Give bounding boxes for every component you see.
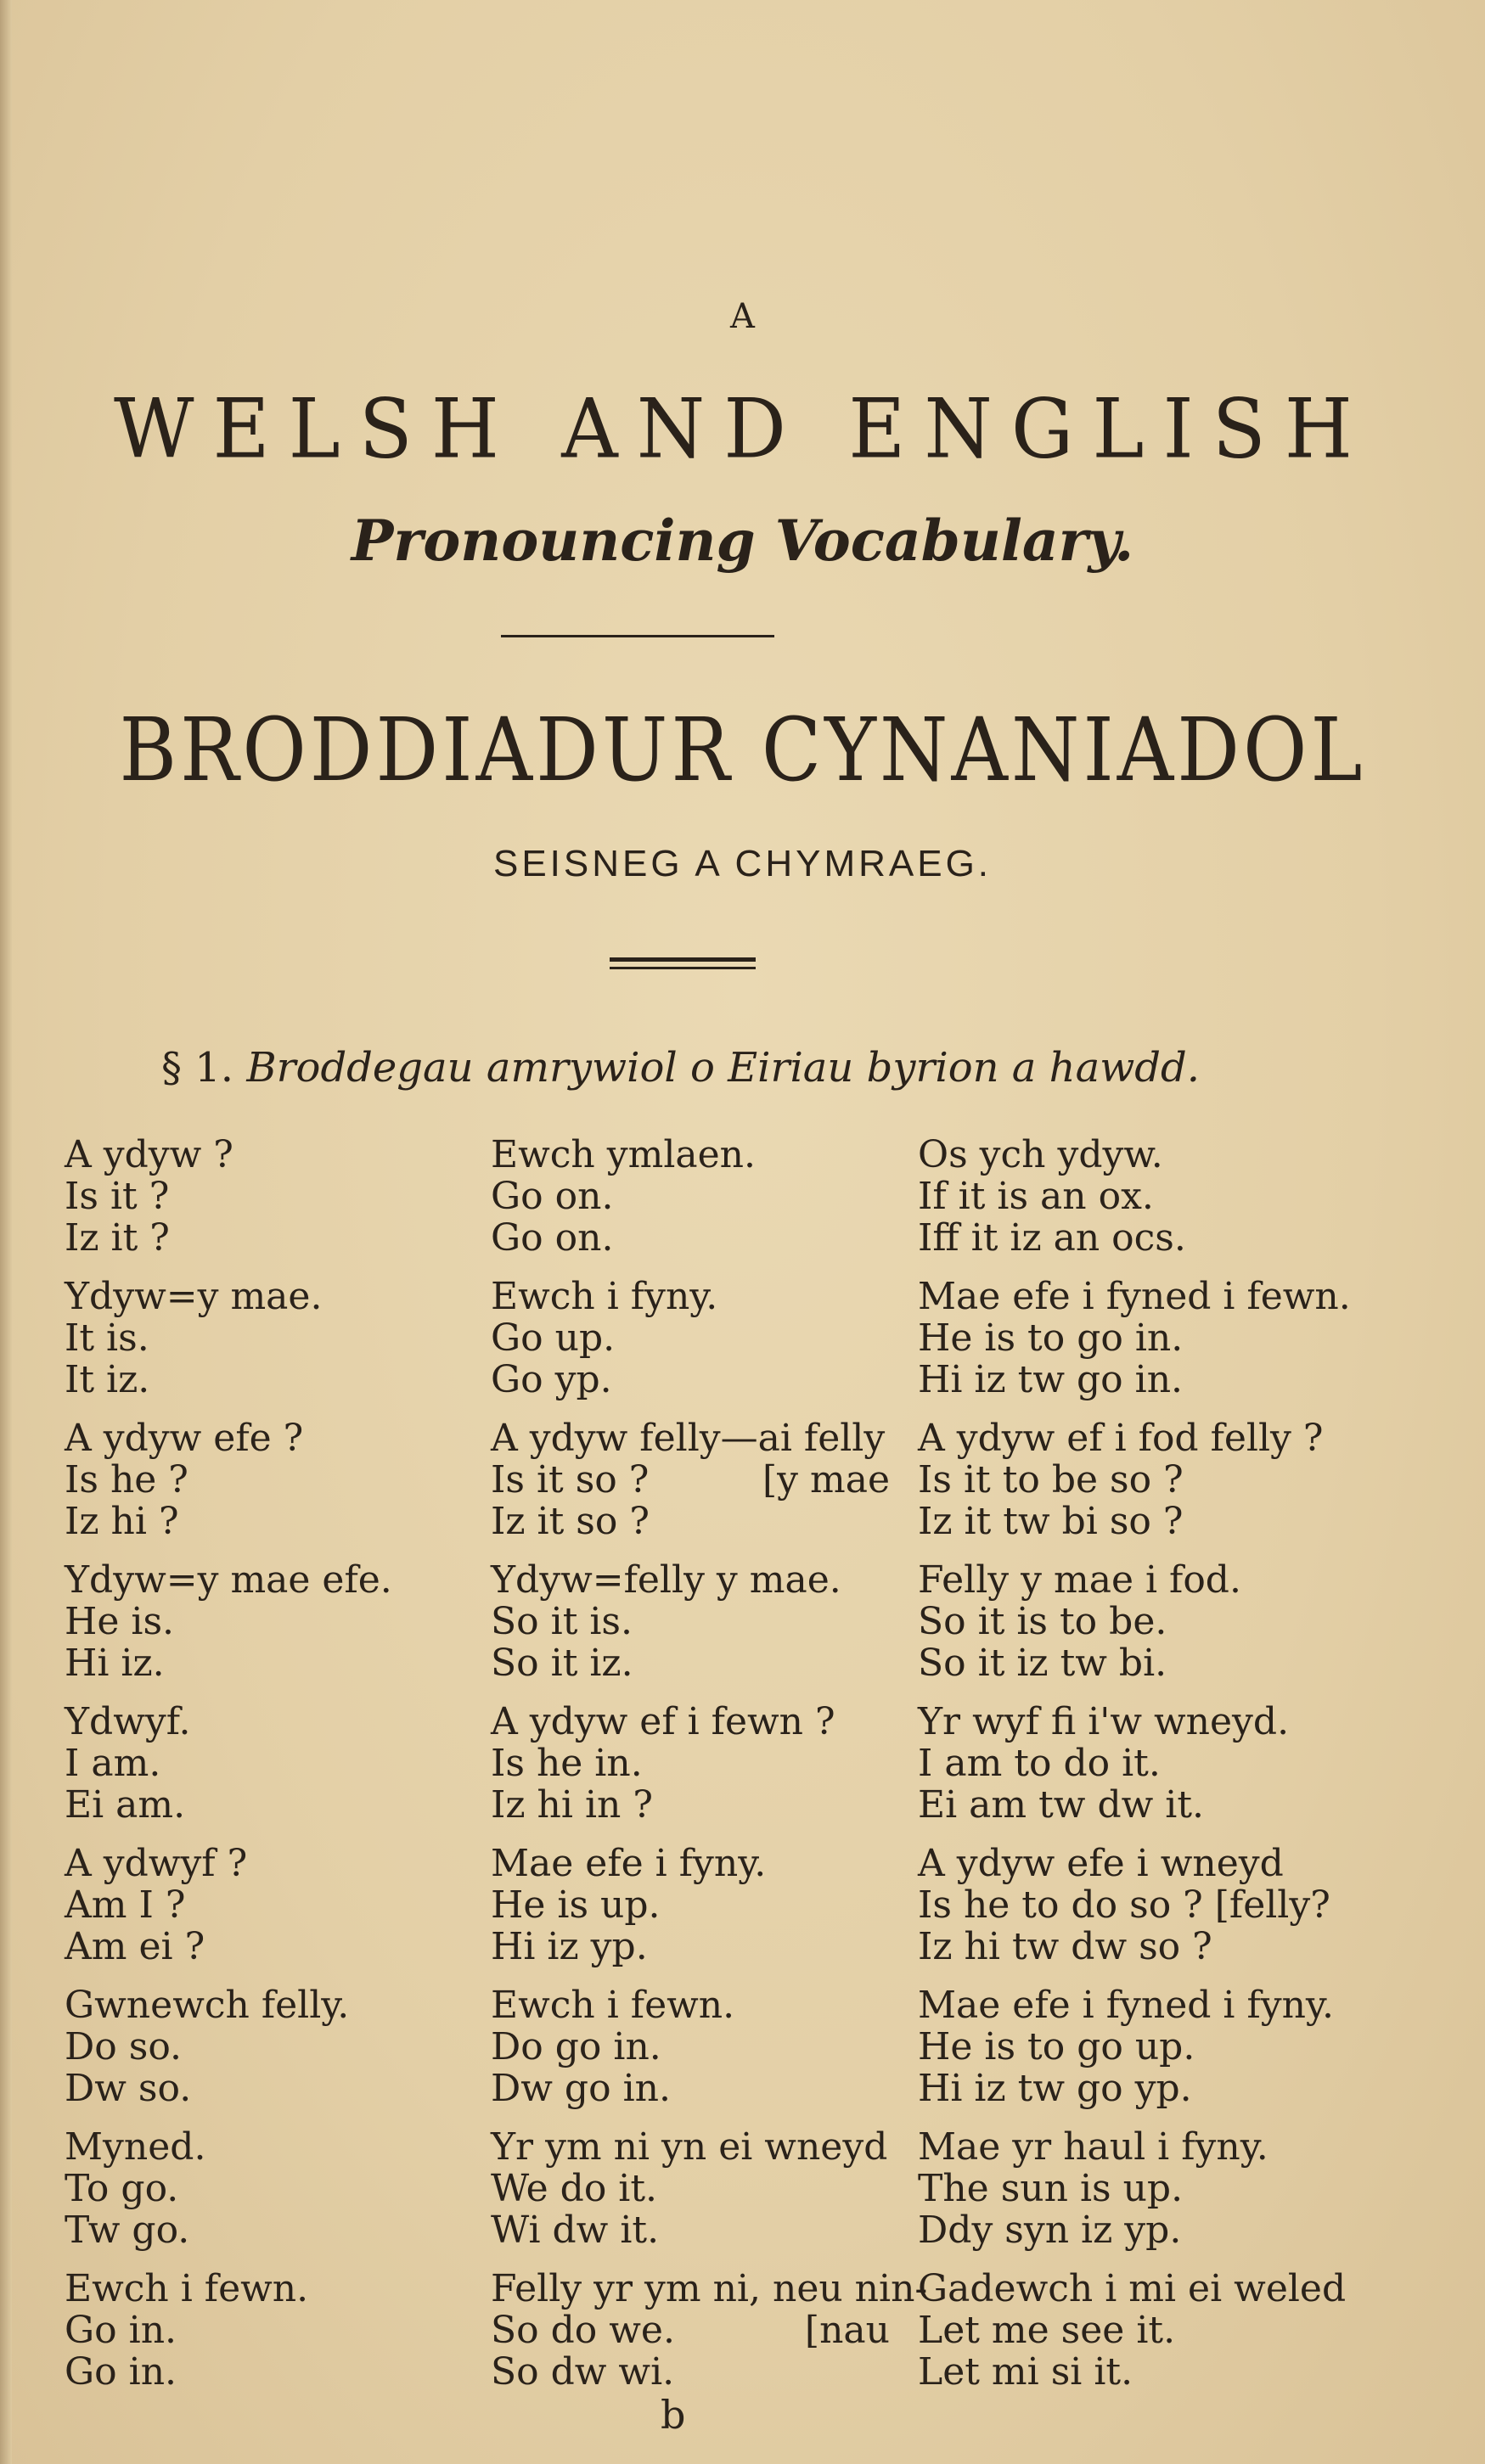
english-phrase: So it is. <box>491 1600 633 1643</box>
pronunciation: Let mi si it. <box>918 2350 1133 2394</box>
english-phrase: So it is to be. <box>918 1600 1167 1643</box>
english-phrase: It is. <box>65 1316 149 1360</box>
pronunciation: Iz hi ? <box>65 1500 179 1543</box>
vocab-entry <box>491 2268 927 2393</box>
vocab-entry <box>491 1701 927 1826</box>
welsh-phrase: Mae efe i fyned i fewn. <box>918 1275 1351 1318</box>
welsh-phrase: Ydyw=felly y mae. <box>491 1558 841 1602</box>
vocab-entry <box>918 1984 1351 2109</box>
pronunciation: Wi dw it. <box>491 2209 660 2252</box>
binding-edge <box>0 0 12 2464</box>
welsh-phrase: Myned. <box>65 2125 206 2169</box>
main-title: WELSH AND ENGLISH <box>113 381 1372 477</box>
pronunciation: Tw go. <box>65 2209 190 2252</box>
welsh-phrase: Ydwyf. <box>65 1700 191 1743</box>
pronunciation: Dw go in. <box>491 2067 671 2110</box>
vocab-entry <box>65 1843 392 1967</box>
vocab-entry <box>491 2126 927 2251</box>
section-title: Broddegau amrywiol o Eiriau byrion a hawdd. <box>246 1044 1201 1092</box>
welsh-phrase: Gadewch i mi ei weled <box>918 2267 1347 2310</box>
welsh-phrase: Felly y mae i fod. <box>918 1558 1241 1602</box>
english-phrase: The sun is up. <box>918 2167 1184 2210</box>
welsh-phrase: Os ych ydyw. <box>918 1133 1163 1176</box>
pronunciation: Iz it so ? <box>491 1500 650 1543</box>
english-phrase: Go up. <box>491 1316 616 1360</box>
vocab-entry <box>918 2126 1351 2251</box>
welsh-phrase: A ydyw ef i fewn ? <box>491 1700 835 1743</box>
vocab-entry <box>65 1984 392 2109</box>
english-phrase: Is it to be so ? <box>918 1458 1184 1501</box>
pronunciation: Ddy syn iz yp. <box>918 2209 1182 2252</box>
title-article: A <box>730 297 755 336</box>
vocab-entry <box>491 1417 927 1542</box>
vocab-entry <box>918 1276 1351 1400</box>
vocab-entry <box>491 1134 927 1259</box>
phrase-text: Is it so ? <box>491 1458 650 1501</box>
vocab-entry <box>491 1843 927 1967</box>
vocab-entry <box>65 1701 392 1826</box>
welsh-phrase: A ydyw efe ? <box>65 1417 304 1460</box>
welsh-phrase: Ewch i fewn. <box>491 1984 735 2027</box>
english-phrase: Is he to do so ? [felly? <box>918 1883 1330 1927</box>
welsh-phrase: A ydwyf ? <box>65 1842 248 1885</box>
welsh-phrase: Ewch ymlaen. <box>491 1133 756 1176</box>
english-phrase <box>491 2310 890 2351</box>
english-phrase: He is. <box>65 1600 175 1643</box>
english-phrase: He is to go in. <box>918 1316 1184 1360</box>
pronunciation: Am ei ? <box>65 1925 205 1968</box>
welsh-title: BRODDIADUR CYNANIADOL <box>119 699 1366 801</box>
welsh-phrase: Ydyw=y mae. <box>65 1275 323 1318</box>
vocab-column-2 <box>491 1134 927 2410</box>
pronunciation: Hi iz yp. <box>491 1925 648 1968</box>
welsh-phrase: Ewch i fewn. <box>65 2267 309 2310</box>
english-phrase: Is he in. <box>491 1742 643 1785</box>
vocab-column-3 <box>918 1134 1351 2410</box>
vocab-entry <box>65 2268 392 2393</box>
vocab-entry <box>918 1843 1351 1967</box>
vocab-entry <box>491 1559 927 1684</box>
vocab-entry <box>65 1276 392 1400</box>
welsh-phrase: A ydyw felly—ai felly <box>491 1417 886 1460</box>
runover-text: [y mae <box>762 1458 890 1501</box>
english-phrase: Am I ? <box>65 1883 186 1927</box>
section-heading <box>161 1044 1200 1092</box>
pronunciation: Hi iz. <box>65 1642 165 1685</box>
runover-text: [nau <box>804 2309 890 2352</box>
english-phrase: Let me see it. <box>918 2309 1176 2352</box>
welsh-phrase: Felly yr ym ni, neu nin- <box>491 2267 928 2310</box>
english-phrase: If it is an ox. <box>918 1175 1154 1218</box>
phrase-text: So do we. <box>491 2309 675 2352</box>
welsh-phrase: Yr wyf fi i'w wneyd. <box>918 1700 1290 1743</box>
vocab-entry <box>65 1417 392 1542</box>
welsh-phrase: A ydyw ? <box>65 1133 233 1176</box>
vocab-entry <box>491 1276 927 1400</box>
english-phrase: Go on. <box>491 1175 614 1218</box>
english-phrase: We do it. <box>491 2167 658 2210</box>
vocab-entry <box>918 2268 1351 2393</box>
vocab-entry <box>65 1559 392 1684</box>
english-phrase: Is it ? <box>65 1175 170 1218</box>
welsh-subtitle: SEISNEG A CHYMRAEG. <box>492 843 993 884</box>
pronunciation: Go in. <box>65 2350 177 2394</box>
english-phrase: To go. <box>65 2167 179 2210</box>
vocab-entry <box>918 1701 1351 1826</box>
english-phrase: He is up. <box>491 1883 661 1927</box>
vocab-entry <box>491 1984 927 2109</box>
english-phrase: Do so. <box>65 2025 183 2068</box>
pronunciation: Iz it ? <box>65 1216 170 1260</box>
pronunciation: Go yp. <box>491 1358 612 1401</box>
english-phrase: I am. <box>65 1742 161 1785</box>
vocab-column-1 <box>65 1134 392 2410</box>
pronunciation: Iz it tw bi so ? <box>918 1500 1184 1543</box>
pronunciation: Hi iz tw go yp. <box>918 2067 1192 2110</box>
pronunciation: Dw so. <box>65 2067 192 2110</box>
english-phrase: Is he ? <box>65 1458 188 1501</box>
vocab-entry <box>918 1417 1351 1542</box>
english-phrase: I am to do it. <box>918 1742 1161 1785</box>
vocab-entry <box>918 1134 1351 1259</box>
welsh-phrase: Mae efe i fyned i fyny. <box>918 1984 1334 2027</box>
pronunciation: Go on. <box>491 1216 614 1260</box>
english-phrase: Go in. <box>65 2309 177 2352</box>
pronunciation: Iz hi tw dw so ? <box>918 1925 1212 1968</box>
main-subtitle: Pronouncing Vocabulary. <box>351 508 1134 574</box>
welsh-phrase: A ydyw ef i fod felly ? <box>918 1417 1324 1460</box>
english-phrase: Do go in. <box>491 2025 661 2068</box>
welsh-phrase: A ydyw efe i wneyd <box>918 1842 1284 1885</box>
pronunciation: It iz. <box>65 1358 150 1401</box>
section-number: § 1. <box>161 1044 234 1092</box>
title-rule <box>501 635 774 637</box>
pronunciation: Ei am tw dw it. <box>918 1783 1205 1827</box>
pronunciation: Hi iz tw go in. <box>918 1358 1184 1401</box>
pronunciation: Iff it iz an ocs. <box>918 1216 1186 1260</box>
page-signature: b <box>661 2392 686 2438</box>
welsh-phrase: Ydyw=y mae efe. <box>65 1558 392 1602</box>
pronunciation: So it iz tw bi. <box>918 1642 1167 1685</box>
vocab-entry <box>65 2126 392 2251</box>
welsh-phrase: Mae efe i fyny. <box>491 1842 767 1885</box>
welsh-phrase: Yr ym ni yn ei wneyd <box>491 2125 888 2169</box>
pronunciation: So dw wi. <box>491 2350 675 2394</box>
english-phrase <box>491 1459 890 1501</box>
vocab-entry <box>65 1134 392 1259</box>
pronunciation: Iz hi in ? <box>491 1783 653 1827</box>
welsh-phrase: Gwnewch felly. <box>65 1984 350 2027</box>
pronunciation: So it iz. <box>491 1642 633 1685</box>
pronunciation: Ei am. <box>65 1783 186 1827</box>
double-rule <box>610 957 756 969</box>
english-phrase: He is to go up. <box>918 2025 1195 2068</box>
vocab-entry <box>918 1559 1351 1684</box>
welsh-phrase: Mae yr haul i fyny. <box>918 2125 1268 2169</box>
welsh-phrase: Ewch i fyny. <box>491 1275 718 1318</box>
